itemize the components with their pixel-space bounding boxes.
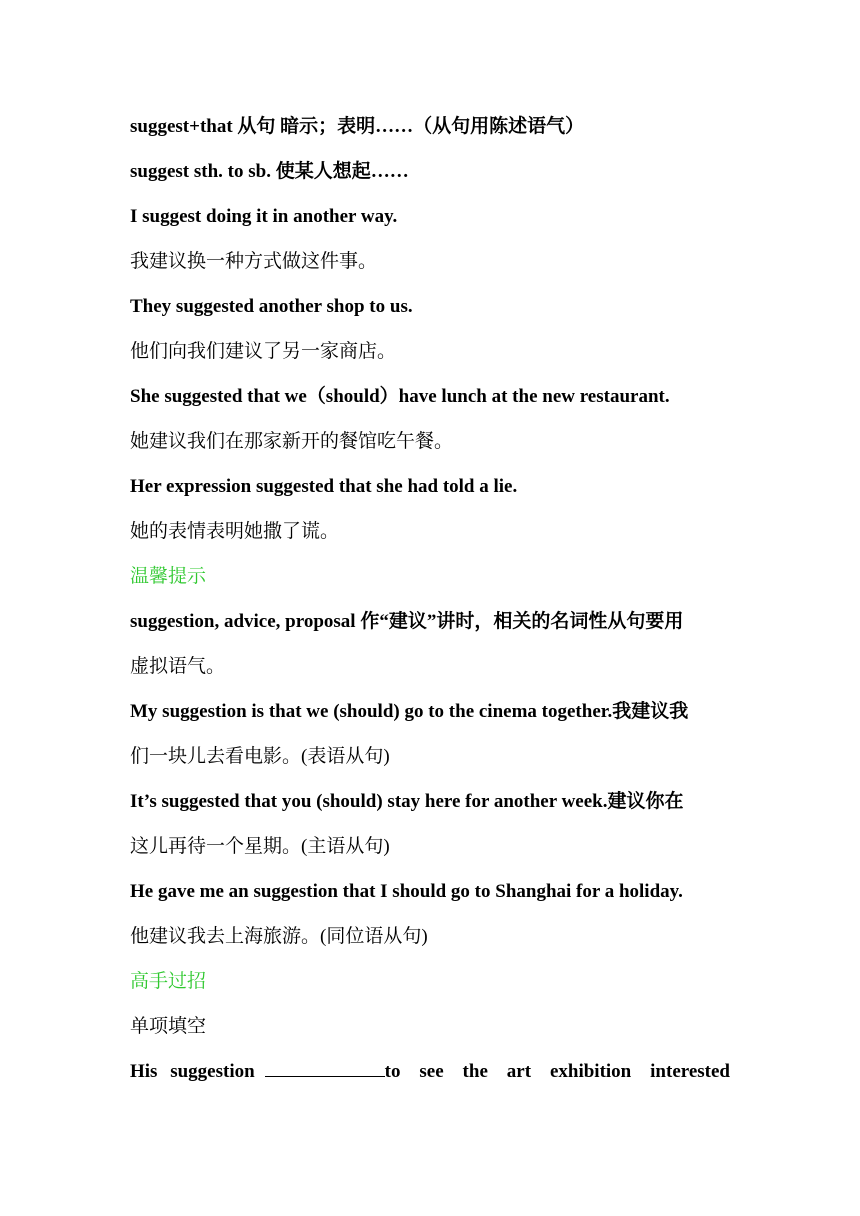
translation-line: 她的表情表明她撒了谎。 bbox=[130, 521, 340, 542]
document-body bbox=[130, 110, 730, 1100]
text-line: suggestion, advice, proposal 作“建议”讲时，相关的名词性从句要用 bbox=[130, 611, 684, 632]
question-text-end: to see the art exhibition interested bbox=[384, 1061, 730, 1082]
example-sentence: My suggestion is that we (should) go to the cinema together.我建议我 bbox=[130, 701, 689, 722]
answer-blank[interactable] bbox=[265, 1058, 385, 1077]
example-sentence: I suggest doing it in another way. bbox=[130, 206, 398, 227]
text-line: suggest sth. to sb. 使某人想起…… bbox=[130, 161, 409, 182]
text-line: 虚拟语气。 bbox=[130, 656, 226, 677]
exercise-heading: 单项填空 bbox=[130, 1016, 207, 1037]
example-sentence: They suggested another shop to us. bbox=[130, 296, 413, 317]
translation-line: 他们向我们建议了另一家商店。 bbox=[130, 341, 397, 362]
exercise-question bbox=[130, 1055, 730, 1100]
section-heading-practice: 高手过招 bbox=[130, 971, 207, 992]
example-sentence: Her expression suggested that she had told a lie. bbox=[130, 476, 518, 497]
translation-line: 我建议换一种方式做这件事。 bbox=[130, 251, 378, 272]
text-line: suggest+that 从句 暗示；表明……（从句用陈述语气） bbox=[130, 116, 585, 137]
translation-line: 这儿再待一个星期。(主语从句) bbox=[130, 836, 390, 857]
translation-line: 她建议我们在那家新开的餐馆吃午餐。 bbox=[130, 431, 454, 452]
translation-line: 们一块儿去看电影。(表语从句) bbox=[130, 746, 390, 767]
example-sentence: It’s suggested that you (should) stay here for another week.建议你在 bbox=[130, 791, 684, 812]
example-sentence: She suggested that we（should）have lunch at the new restaurant. bbox=[130, 386, 670, 407]
question-text-start: His suggestion bbox=[130, 1061, 255, 1082]
section-heading-tip: 温馨提示 bbox=[130, 566, 207, 587]
translation-line: 他建议我去上海旅游。(同位语从句) bbox=[130, 926, 428, 947]
example-sentence: He gave me an suggestion that I should go to Shanghai for a holiday. bbox=[130, 881, 683, 902]
